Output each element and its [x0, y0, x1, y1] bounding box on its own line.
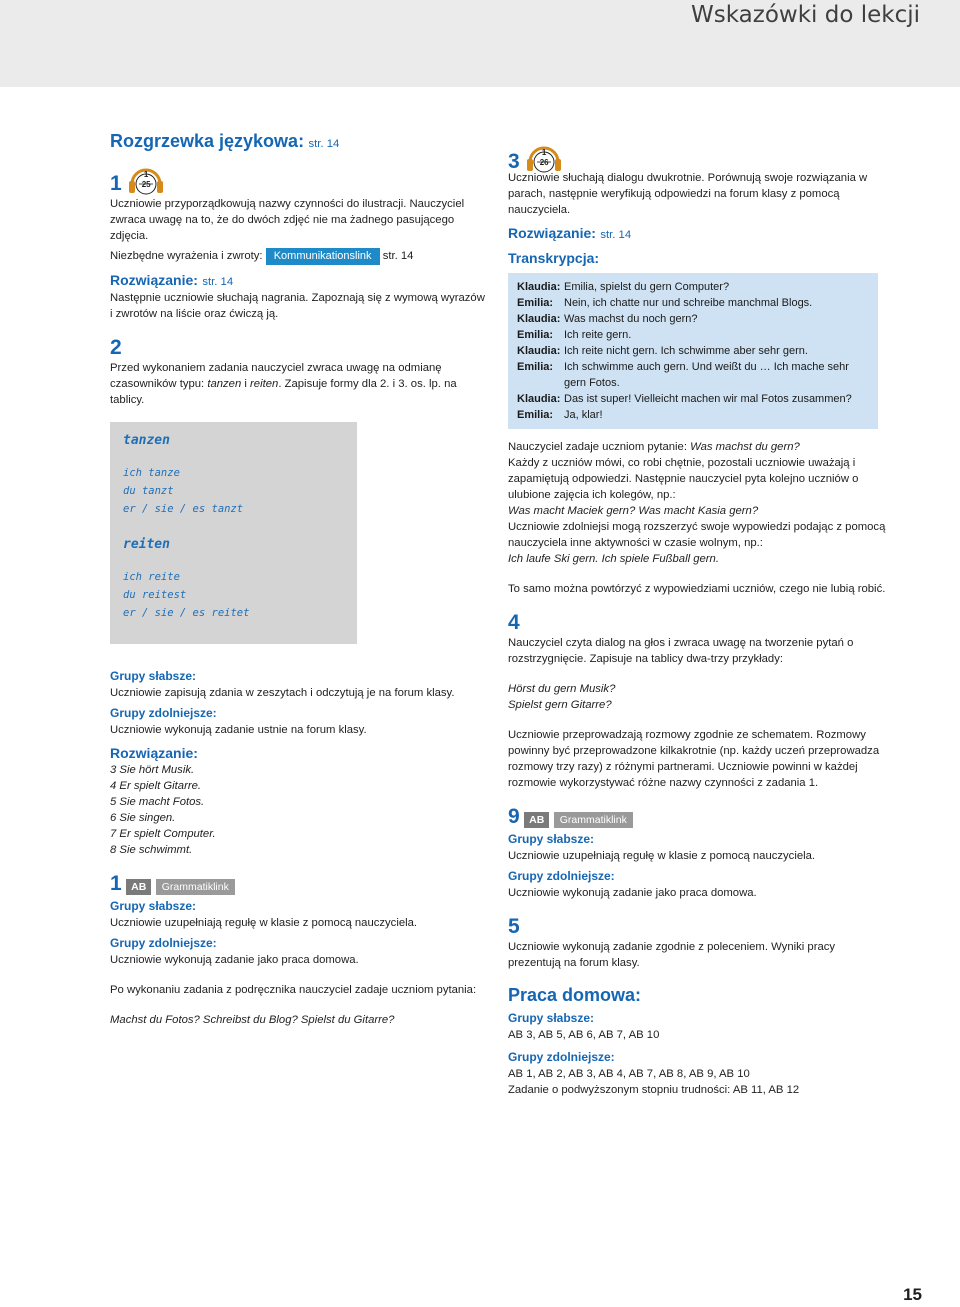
- exercise-3-text: Uczniowie słuchają dialogu dwukrotnie. Porównują swoje rozwiązania w parach, następnie weryfikują odpowiedzi na forum klasy z pomocą nauczyciela.: [508, 172, 868, 216]
- verb-reiten: reiten: [123, 537, 170, 552]
- audio-cd: 1: [541, 148, 547, 157]
- left-column: [110, 130, 490, 1028]
- exercise-9-ab-header: [508, 805, 888, 831]
- dialog-speaker: Emilia:: [517, 297, 554, 309]
- homework-title: Praca domowa:: [508, 985, 642, 1005]
- dialog-speaker: Klaudia:: [517, 345, 561, 357]
- after-dialog-l4: Uczniowie zdolniejsi mogą rozszerzyć swoje wypowiedzi podając z pomocą nauczyciela inne aktywności w czasie wolnym, np.:: [508, 521, 886, 549]
- solution-2-label: Rozwiązanie:: [110, 745, 198, 761]
- after-dialog-l1: [508, 439, 888, 455]
- page-header: [0, 0, 960, 87]
- strong-groups-text: Uczniowie wykonują zadanie ustnie na forum klasy.: [110, 724, 367, 736]
- warmup-heading: [110, 130, 490, 154]
- solution-page: str. 14: [600, 229, 632, 241]
- exercise-number: 1: [110, 872, 122, 895]
- weak-groups-text: Uczniowie uzupełniają regułę w klasie z pomocą nauczyciela.: [110, 917, 418, 929]
- ex2-word-2: reiten: [250, 378, 279, 390]
- dialog-line: [517, 391, 869, 407]
- solution-line-text: 6 Sie singen.: [110, 812, 176, 824]
- solution-1-line: [110, 271, 490, 290]
- dialog-text: Ja, klar!: [564, 409, 603, 421]
- after-dialog-example: Ich laufe Ski gern. Ich spiele Fußball gern.: [508, 553, 719, 565]
- dialog-text: Emilia, spielst du gern Computer?: [564, 281, 730, 293]
- dialog-text: Was machst du noch gern?: [564, 313, 698, 325]
- after-text: Po wykonaniu zadania z podręcznika nauczyciel zadaje uczniom pytania:: [110, 984, 477, 996]
- conj-line: du reitest: [123, 589, 187, 601]
- dialog-line: [517, 359, 869, 391]
- exercise-3-header: [508, 142, 888, 173]
- ex2-text-a: Przed wykonaniem zadania nauczyciel zwraca uwagę na odmianę czasowników typu:: [110, 362, 442, 390]
- homework-extra-label: Zadanie o podwyższonym stopniu trudności:: [508, 1084, 733, 1096]
- warmup-title: Rozgrzewka językowa:: [110, 131, 305, 151]
- exercise-1-text: Uczniowie przyporządkowują nazwy czynności do ilustracji. Nauczyciel zwraca uwagę na to, że do dwóch zdjęć nie ma żadnego pasującego zdjęcia.: [110, 198, 465, 242]
- weak-groups-label: Grupy słabsze:: [508, 832, 595, 846]
- phrases-line: [110, 248, 490, 265]
- header-title: Wskazówki do lekcji: [691, 2, 920, 28]
- verb-tanzen: tanzen: [123, 433, 170, 448]
- audio-track: 25: [141, 180, 151, 189]
- conj-line: er / sie / es tanzt: [123, 503, 244, 515]
- after-questions: [110, 1012, 490, 1028]
- after-dialog-l6: To samo można powtórzyć z wypowiedziami uczniów, czego nie lubią robić.: [508, 583, 886, 595]
- solution-line-text: 3 Sie hört Musik.: [110, 764, 195, 776]
- solution-line: [110, 794, 490, 810]
- strong-groups-label: Grupy zdolniejsze:: [110, 936, 217, 950]
- ab-tag: AB: [524, 812, 549, 828]
- solution-page: str. 14: [202, 276, 234, 288]
- kommunikationslink-tag: Kommunikationslink: [266, 248, 380, 265]
- exercise-5-number: 5: [508, 915, 520, 938]
- headphones-icon: [524, 142, 564, 174]
- exercise-1-text2: Następnie uczniowie słuchają nagrania. Zapoznają się z wymową wyrazów i zwrotów na liście oraz ćwiczą ją.: [110, 292, 485, 320]
- solution-line-text: 4 Er spielt Gitarre.: [110, 780, 202, 792]
- dialog-box: [508, 273, 878, 429]
- solution-label: Rozwiązanie:: [110, 272, 198, 288]
- conj-line: du tanzt: [123, 485, 174, 497]
- dialog-speaker: Klaudia:: [517, 313, 561, 325]
- dialog-text: Nein, ich chatte nur und schreibe manchmal Blogs.: [564, 297, 813, 309]
- ex2-text-c: . Zapisuje formy dla 2. i 3. os. lp. na tablicy.: [110, 378, 457, 406]
- dialog-line: [517, 311, 869, 327]
- dialog-line: [517, 279, 869, 295]
- solution-label: Rozwiązanie:: [508, 225, 596, 241]
- strong-groups-label: Grupy zdolniejsze:: [508, 869, 615, 883]
- grammatiklink-tag: Grammatiklink: [554, 812, 633, 828]
- solution-3-line: [508, 224, 888, 243]
- dialog-speaker: Klaudia:: [517, 393, 561, 405]
- dialog-line: [517, 327, 869, 343]
- ex2-text-b: i: [241, 378, 251, 390]
- solution-line-text: 7 Er spielt Computer.: [110, 828, 216, 840]
- homework-extra: [508, 1082, 888, 1098]
- ab-tag: AB: [126, 879, 151, 895]
- after-dialog-l3: [508, 503, 888, 519]
- dialog-line: [517, 407, 869, 423]
- conj-line: ich tanze: [123, 467, 180, 479]
- after-dialog-l2: Każdy z uczniów mówi, co robi chętnie, pozostali uczniowie uważają i zapamiętują odpowiedzi. Następnie nauczyciel pyta kolejno uczniów o ulubione zajęcia ich kolegów, np.:: [508, 457, 859, 501]
- phrases-label: Niezbędne wyrażenia i zwroty:: [110, 250, 263, 262]
- solution-line: [110, 826, 490, 842]
- strong-groups-text: Uczniowie wykonują zadanie jako praca domowa.: [110, 954, 359, 966]
- exercise-4-text2: Uczniowie przeprowadzają rozmowy zgodnie ze schematem. Rozmowy powinny być przeprowadzone kilkakrotnie (np. każdy uczeń przeprowadza rozmowy trzy razy) z różnymi partnerami. Uczniowie powinni w każdej rozmowie wykorzystywać różne nazwy czynności z zadania 1.: [508, 729, 880, 789]
- strong-groups-label: Grupy zdolniejsze:: [110, 706, 217, 720]
- after-dialog-example: Was macht Maciek gern? Was macht Kasia gern?: [508, 505, 759, 517]
- strong-groups-text: Uczniowie wykonują zadanie jako praca domowa.: [508, 887, 757, 899]
- exercise-1-ab-header: [110, 872, 490, 898]
- weak-groups-text: Uczniowie zapisują zdania w zeszytach i odczytują je na forum klasy.: [110, 687, 455, 699]
- dialog-line: [517, 295, 869, 311]
- solution-line: [110, 842, 490, 858]
- strong-groups-label: Grupy zdolniejsze:: [508, 1050, 615, 1064]
- solution-line: [110, 762, 490, 778]
- audio-track: 26: [539, 158, 549, 167]
- example-question: Hörst du gern Musik?: [508, 683, 616, 695]
- warmup-page: str. 14: [308, 138, 340, 150]
- conjugation-box: [110, 422, 357, 644]
- conj-line: ich reite: [123, 571, 180, 583]
- exercise-2-number: 2: [110, 336, 122, 359]
- dialog-line: [517, 343, 869, 359]
- solution-line: [110, 778, 490, 794]
- exercise-4-number: 4: [508, 611, 520, 634]
- after-dialog-text: Nauczyciel zadaje uczniom pytanie:: [508, 441, 691, 453]
- homework-strong-text: AB 1, AB 2, AB 3, AB 4, AB 7, AB 8, AB 9, AB 10: [508, 1068, 750, 1080]
- homework-extra-value: AB 11, AB 12: [732, 1084, 800, 1096]
- exercise-4-example: [508, 697, 888, 713]
- weak-groups-label: Grupy słabsze:: [110, 669, 197, 683]
- exercise-number: 1: [110, 172, 122, 195]
- dialog-text: Ich reite gern.: [564, 329, 632, 341]
- dialog-text: Das ist super! Vielleicht machen wir mal Fotos zusammen?: [564, 393, 852, 405]
- weak-groups-label: Grupy słabsze:: [110, 899, 197, 913]
- solution-line: [110, 810, 490, 826]
- right-column: [508, 142, 888, 1098]
- exercise-5-text: Uczniowie wykonują zadanie zgodnie z poleceniem. Wyniki pracy prezentują na forum klasy.: [508, 941, 836, 969]
- example-question: Spielst gern Gitarre?: [508, 699, 612, 711]
- after-dialog-question: Was machst du gern?: [690, 441, 800, 453]
- after-questions-text: Machst du Fotos? Schreibst du Blog? Spielst du Gitarre?: [110, 1014, 395, 1026]
- phrases-page: str. 14: [382, 250, 414, 262]
- exercise-2-text: [110, 360, 490, 408]
- dialog-speaker: Emilia:: [517, 409, 554, 421]
- after-dialog-l5: [508, 551, 888, 567]
- solution-line-text: 5 Sie macht Fotos.: [110, 796, 205, 808]
- exercise-number: 9: [508, 805, 520, 828]
- dialog-speaker: Emilia:: [517, 329, 554, 341]
- dialog-text: Ich reite nicht gern. Ich schwimme aber sehr gern.: [564, 345, 808, 357]
- weak-groups-label: Grupy słabsze:: [508, 1011, 595, 1025]
- conj-line: er / sie / es reitet: [123, 607, 250, 619]
- weak-groups-text: Uczniowie uzupełniają regułę w klasie z pomocą nauczyciela.: [508, 850, 816, 862]
- grammatiklink-tag: Grammatiklink: [156, 879, 235, 895]
- ex2-word-1: tanzen: [207, 378, 242, 390]
- transcript-label: Transkrypcja:: [508, 250, 600, 266]
- dialog-speaker: Emilia:: [517, 361, 554, 373]
- solution-line-text: 8 Sie schwimmt.: [110, 844, 193, 856]
- dialog-text: Ich schwimme auch gern. Und weißt du … Ich mache sehr gern Fotos.: [564, 361, 849, 389]
- exercise-1-header: [110, 164, 490, 196]
- homework-weak-text: AB 3, AB 5, AB 6, AB 7, AB 10: [508, 1029, 660, 1041]
- audio-cd: 1: [143, 170, 149, 179]
- dialog-speaker: Klaudia:: [517, 281, 561, 293]
- headphones-icon: [126, 164, 166, 196]
- exercise-number: 3: [508, 150, 520, 173]
- exercise-4-example: [508, 681, 888, 697]
- exercise-4-text: Nauczyciel czyta dialog na głos i zwraca uwagę na tworzenie pytań o rozstrzygnięcie. Zapisuje na tablicy dwa-trzy przykłady:: [508, 637, 854, 665]
- page-number: 15: [903, 1285, 922, 1304]
